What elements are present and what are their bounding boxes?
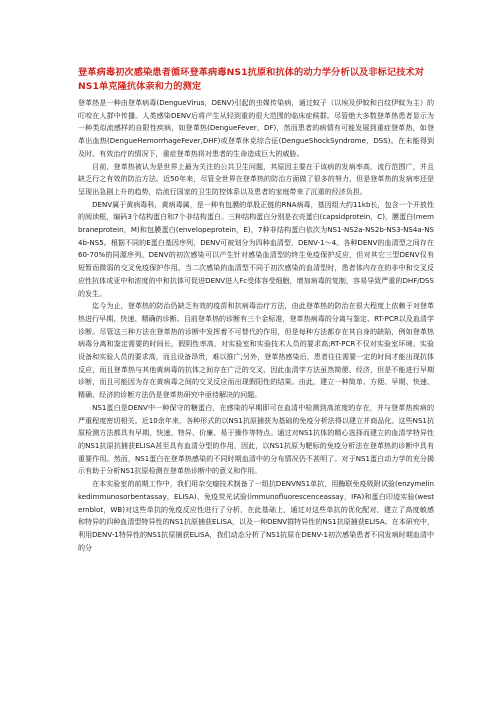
document-title: 登革病毒初次感染患者循环登革病毒NS1抗原和抗体的动力学分析以及非标记技术对NS1单克隆抗体亲和力的测定 — [78, 67, 425, 92]
paragraph-public-health: 目前，登革热被认为是世界上最为关注的公共卫生问题，其原因主要在于该病的发病率高，流行范围广，并且缺乏行之有效的防治方法。近50年来，尽管全世界在登革热的防治方面做了很多的努力，但是登革热的发病率还是呈现出急剧上升的趋势，给流行国家的卫生防控体系以及患者的家庭带来了沉重的经济负担。 — [78, 161, 434, 196]
paragraph-ns1-protein: NS1蛋白是DENV中一种保守的糖蛋白，在感染的早期即可在血清中检测到高浓度的存在，并与登革热疾病的严重程度密切相关。近10余年来，各种形式的以NS1抗原捕获为基础的免疫分析法得以建立并商品化。这些NS1抗原检测方法都具有早期、快速、特异、价廉、易于操作等特点。通过对NS1抗体的精心选择而建立的血清学特异性的NS1抗原抗捕获ELISA甚至具有血清分型的作用，因此，以NS1抗原为靶标的免疫分析法在登革热的诊断中具有重要作用。然而，NS1蛋白在登革热感染的不同时期血清中的分布情况仍不甚明了。对于NS1蛋白动力学的充分揭示有助于分析NS1抗原检测在登革热诊断中的意义和作用。 — [78, 402, 434, 476]
paragraph-previous-work: 在本实验室的前期工作中，我们用杂交瘤技术制备了一组抗DENVNS1单抗，用酶联免疫吸附试验(enzymelinkedimmunosorbentassay，ELISA)、免疫荧光试验(immunofluorescenceassay，IFA)和蛋白印迹实验(westernblot，WB)对这些单抗的免疫反应性进行了分析，在此基础上，通过对这些单抗的优化配对，建立了高度敏感和特异的四种血清型特异性的NS1抗原捕获ELISA，以及一种DENV群特异性的NS1抗原捕获ELISA。在本研究中，利用DENV-1特异性的NS1抗原捕获ELISA，我们动态分析了NS1抗原在DENV-1初次感染患者不同发病时期血清中的分 — [78, 479, 434, 552]
paragraph-intro: 登革热是一种由登革病毒(DengueVirus，DENV)引起的虫媒传染病，通过蚊子（以埃及伊蚊和白纹伊蚊为主）的叮咬在人群中传播。人类感染DENV后将产生从轻到重的很大范围的临床症候群。尽管绝大多数登革热患者显示为一种类似流感样的自限性疾病，如登革热(DengueFever，DF)，然而患者的病情有可能发展到重症登革热，如登革出血热(DengueHemorrhageFever,DHF)或登革休克综合征(DengueShockSyndrome，DSS)。在未能得到及时、有效治疗的情况下，重症登革热将对患者的生命造成巨大的威胁。 — [78, 98, 434, 158]
paragraph-virology: DENV属于黄病毒科，黄病毒属，是一种有包膜的单股正链的RNA病毒，基因组大约11kb长，包含一个开放性的阅读框，编码3个结构蛋白和7个非结构蛋白。三种结构蛋白分别是衣壳蛋白(capsidprotein，C)，膜蛋白(membraneprotein，M)和包膜蛋白(envelopeprotein，E)，7种非结构蛋白依次为NS1-NS2a-NS2b-NS3-NS4a-NS4b-NS5。根据不同的E蛋白基因序列，DENV可被划分为四种血清型，DENV-1～4。各种DENV的血清型之间存在60-70%的同源序列。DENV的初次感染可以产生针对感染血清型的终生免疫保护反应，但对其它三型DENV仅有短暂而微弱的交叉免疫保护作用。当二次感染的血清型不同于初次感染的血清型时，患者体内存在的非中和交叉反应性抗体或亚中和浓度的中和抗体可促进DENV进入Fc受体容受细胞，增加病毒的复制，容易导致严重的DHF/DSS的发生。 — [78, 199, 434, 298]
paragraph-diagnosis: 迄今为止，登革热的防治仍缺乏有效的疫苗和抗病毒治疗方法，由此登革热的防治在很大程度上依赖于对登革热进行早期、快速、精确的诊断。目前登革热的诊断有三个金标准，登革热病毒的分离与鉴定、RT-PCR以及血清学诊断。尽管这三种方法在登革热的诊断中发挥着不可替代的作用，但是每种方法都存在其自身的缺陷，例如登革热病毒分离和鉴定需要的时间长，假阴性率高，对实验室和实验技术人员的要求高;RT-PCR不仅对实验室环境、实验设备和实验人员的要求高，而且设备昂贵，难以推广;另外，登革热感染后，患者往往需要一定的时间才能出现抗体反应，而且登革热与其他黄病毒的抗体之间存在广泛的交叉，因此血清学方法虽然简便、经济，但是不能进行早期诊断，而且可能因为存在黄病毒之间的交叉反应而出现假阳性的结果。由此，建立一种简单、方便、早期、快速、精确、经济的诊断方法仍是登革热研究中亟待解决的问题。 — [78, 301, 434, 400]
